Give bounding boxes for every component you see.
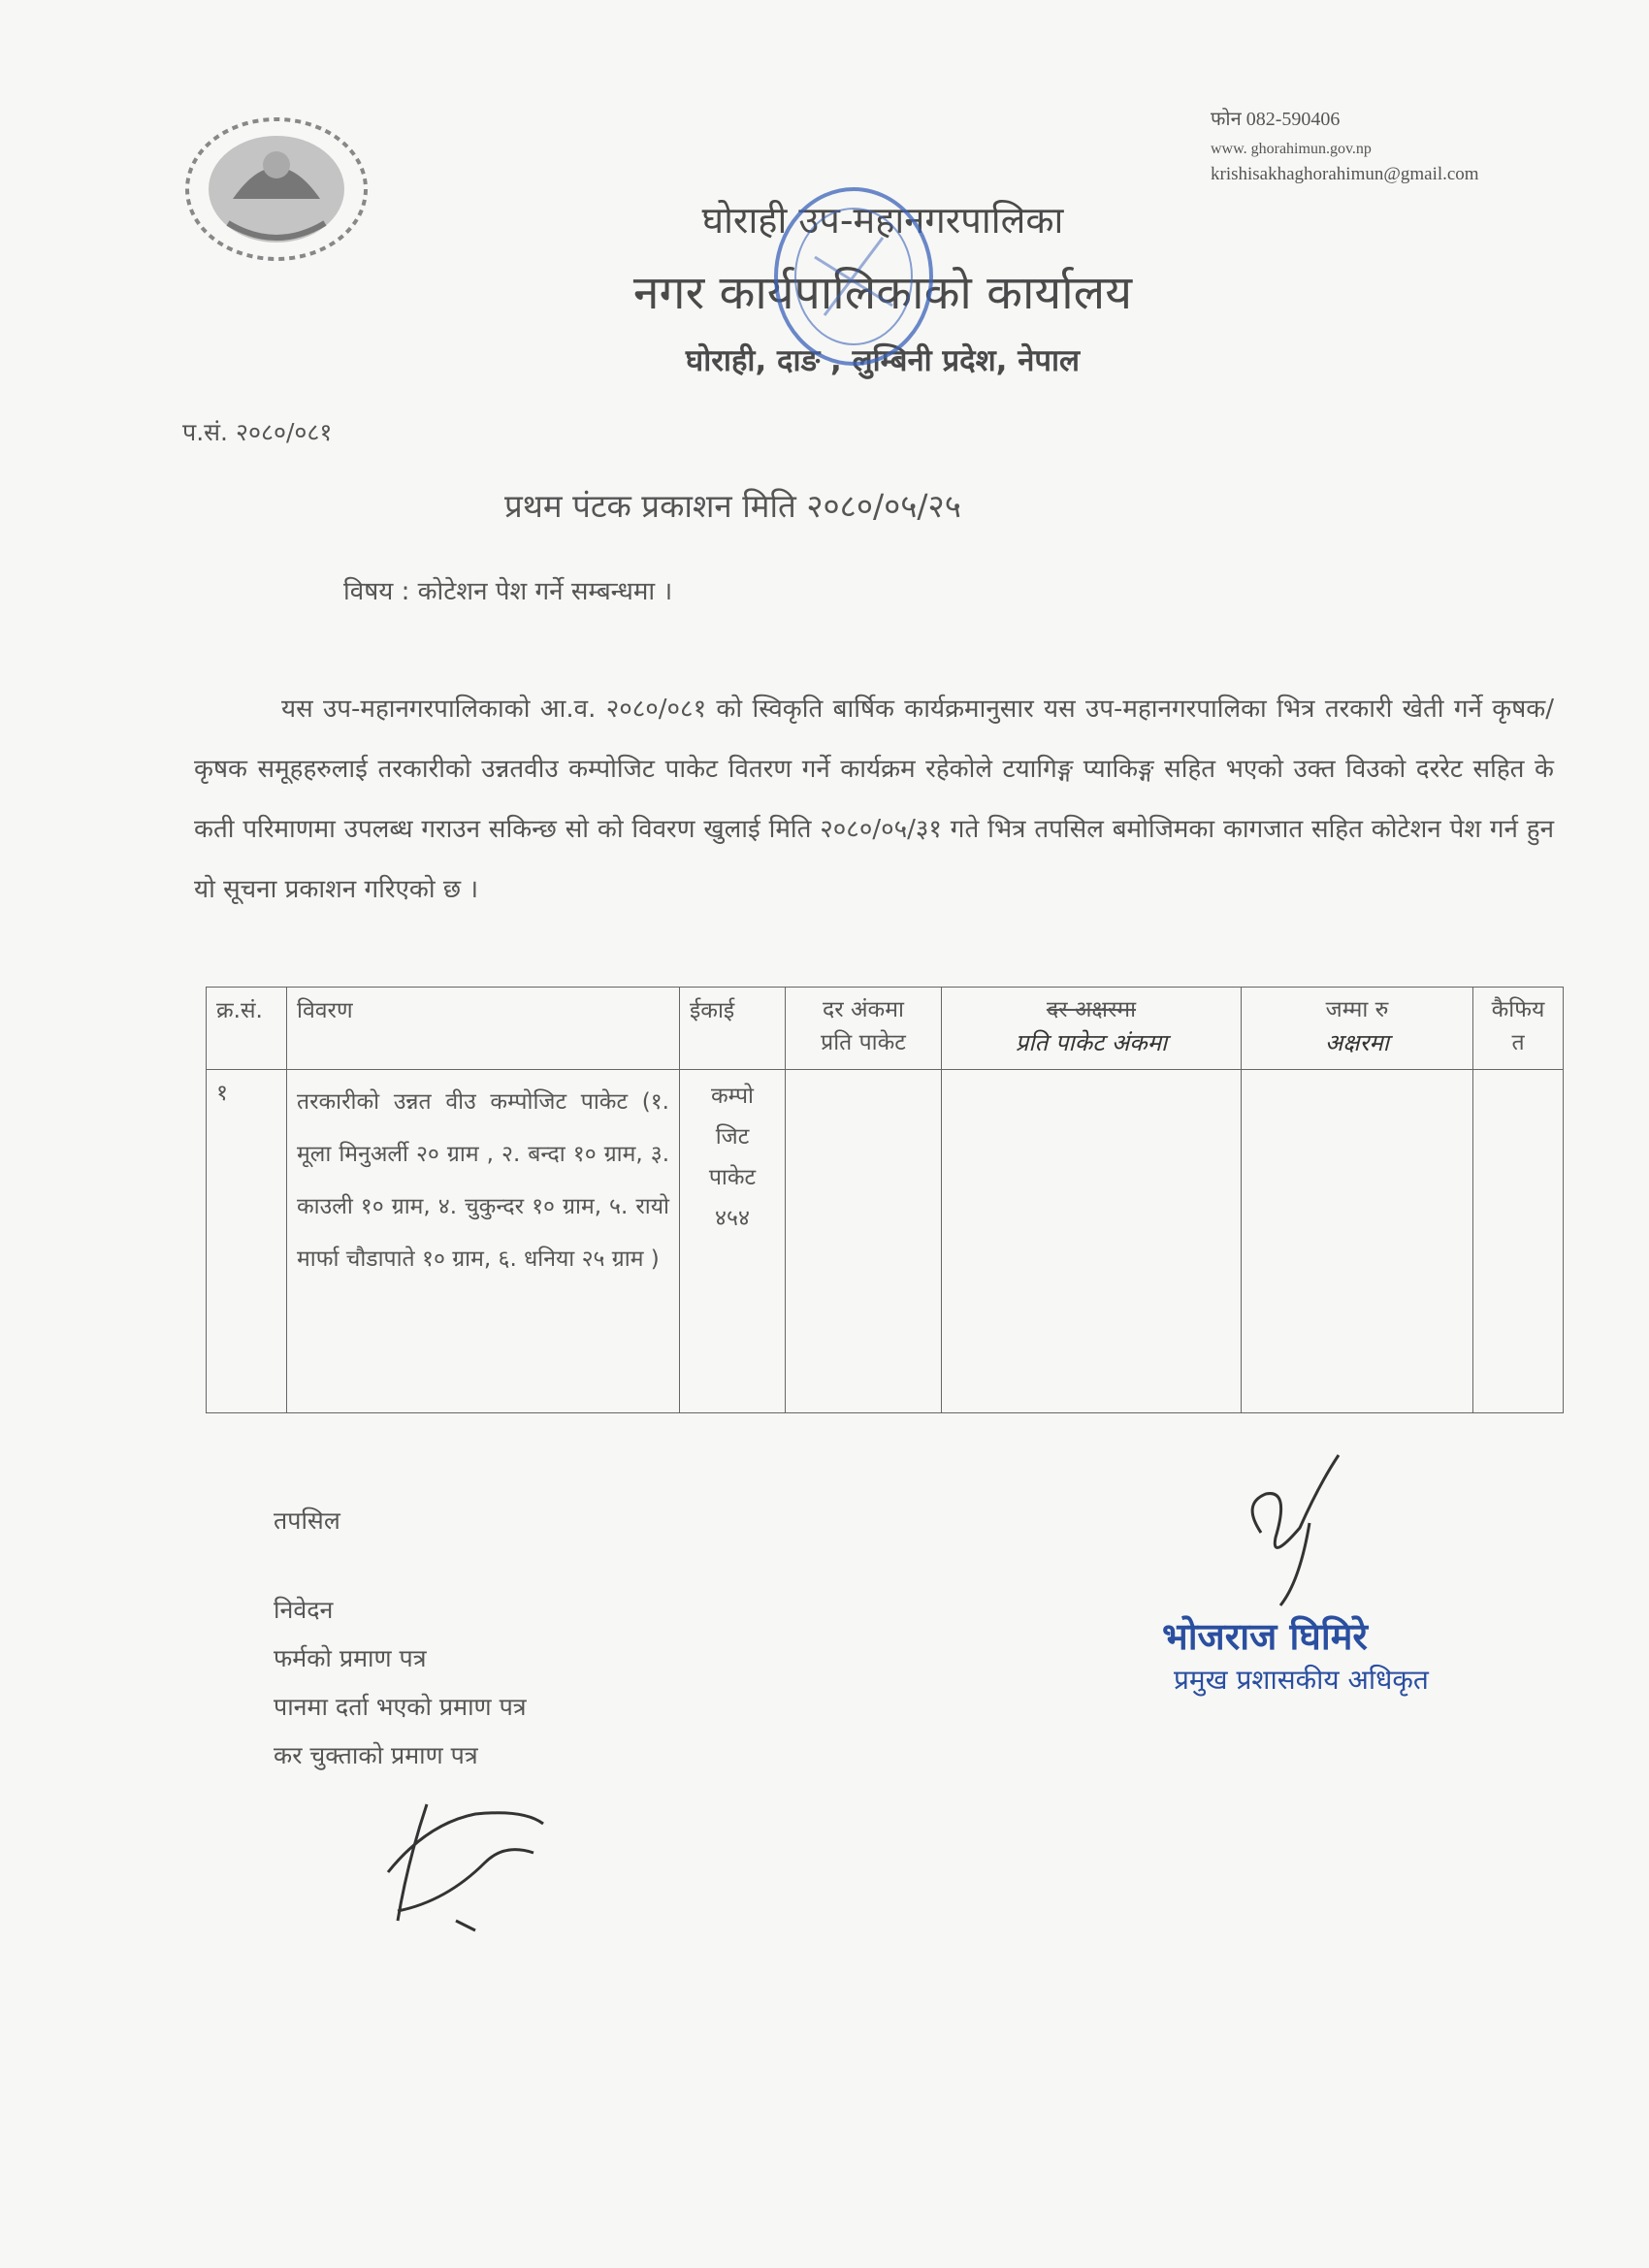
list-item: निवेदन: [274, 1596, 334, 1624]
annex-title: तपसिल: [274, 1507, 340, 1535]
row-rate-figures: [786, 1070, 942, 1413]
list-item: पानमा दर्ता भएको प्रमाण पत्र: [274, 1693, 527, 1721]
header-rate-figures: [786, 988, 942, 1070]
nepal-emblem-logo: [175, 107, 378, 272]
contact-website: www. ghorahimun.gov.np: [1211, 141, 1372, 157]
table-header-row: [207, 988, 1564, 1070]
notice-paragraph: यस उप-महानगरपालिकाको आ.व. २०८०/०८१ को स्विकृति बार्षिक कार्यक्रमानुसार यस उप-महानगरपालिका भित्र तरकारी खेती गर्ने कृषक/कृषक समूहहरुलाई तरकारीको उन्नतवीउ कम्पोजिट पाकेट वितरण गर्ने कार्यक्रम रहेकोले टयागिङ्ग प्याकिङ्ग सहित भएको उक्त विउको दररेट सहित के कती परिमाणमा उपलब्ध गराउन सकिन्छ सो को विवरण खुलाई मिति २०८०/०५/३१ गते भित्र तपसिल बमोजिमका कागजात सहित कोटेशन पेश गर्न हुन यो सूचना प्रकाशन गरिएको छ ।: [194, 695, 1554, 904]
row-total: [1242, 1070, 1473, 1413]
row-remarks: [1473, 1070, 1564, 1413]
row-unit-line4: ४५४: [715, 1206, 750, 1231]
list-item: कर चुक्ताको प्रमाण पत्र: [274, 1741, 478, 1769]
header-total: [1242, 988, 1473, 1070]
row-unit-line1: कम्पो: [710, 1084, 755, 1109]
office-name: नगर कार्यपालिकाको कार्यालय: [632, 266, 1133, 320]
header-unit: ईकाई: [680, 988, 786, 1070]
row-sn: १: [207, 1070, 287, 1413]
publication-date: प्रथम पंटक प्रकाशन मिति २०८०/०५/२५: [504, 487, 961, 525]
row-unit-line2: जिट: [715, 1124, 750, 1150]
header-remarks-line2: त: [1511, 1030, 1525, 1055]
contact-info: [1211, 105, 1479, 185]
header-total-handwritten: अक्षरमा: [1325, 1029, 1389, 1056]
reference-number: प.सं. २०८०/०८१: [182, 418, 333, 446]
office-seal-stamp: [747, 170, 960, 412]
header-remarks-line1: कैफिय: [1491, 997, 1545, 1022]
annex-list: [274, 1586, 527, 1780]
header-rate-figures-line1: दर अंकमा: [823, 997, 904, 1022]
table-row: [207, 1070, 1564, 1413]
preparer-signature: [369, 1795, 563, 1940]
officer-stamp: [1106, 1601, 1513, 1717]
row-unit-line3: पाकेट: [708, 1165, 757, 1190]
header-sn: क्र.सं.: [207, 988, 287, 1070]
officer-signature: [1232, 1445, 1368, 1610]
quotation-table: [206, 987, 1564, 1413]
contact-phone: फोन 082-590406: [1211, 109, 1341, 130]
header-rate-words: [942, 988, 1242, 1070]
list-item: फर्मको प्रमाण पत्र: [274, 1644, 427, 1672]
row-rate-words: [942, 1070, 1242, 1413]
header-rate-figures-line2: प्रति पाकेट: [821, 1030, 906, 1055]
header-rate-words-printed: दर अक्षरमा: [1046, 997, 1137, 1022]
office-address: घोराही, दाङ , लुम्बिनी प्रदेश, नेपाल: [685, 343, 1081, 378]
header-description: विवरण: [287, 988, 680, 1070]
subject-line: विषय : कोटेशन पेश गर्ने सम्बन्धमा ।: [343, 577, 673, 606]
officer-title: प्रमुख प्रशासकीय अधिकृत: [1174, 1664, 1429, 1696]
notice-body: [194, 679, 1554, 920]
header-rate-words-handwritten: प्रति पाकेट अंकमा: [1015, 1029, 1168, 1056]
header-remarks: [1473, 988, 1564, 1070]
row-description: तरकारीको उन्नत वीउ कम्पोजिट पाकेट (१. मूला मिनुअर्ली २० ग्राम , २. बन्दा १० ग्राम, ३. काउली १० ग्राम, ४. चुकुन्दर १० ग्राम, ५. रायो मार्फा चौडापाते १० ग्राम, ६. धनिया २५ ग्राम ): [287, 1070, 680, 1413]
municipality-name: घोराही उप-महानगरपालिका: [701, 199, 1064, 242]
row-unit: [680, 1070, 786, 1413]
officer-name: भोजराज घिमिरे: [1162, 1615, 1368, 1658]
contact-email: krishisakhaghorahimun@gmail.com: [1211, 164, 1479, 184]
header-total-printed: जम्मा रु: [1325, 997, 1389, 1022]
